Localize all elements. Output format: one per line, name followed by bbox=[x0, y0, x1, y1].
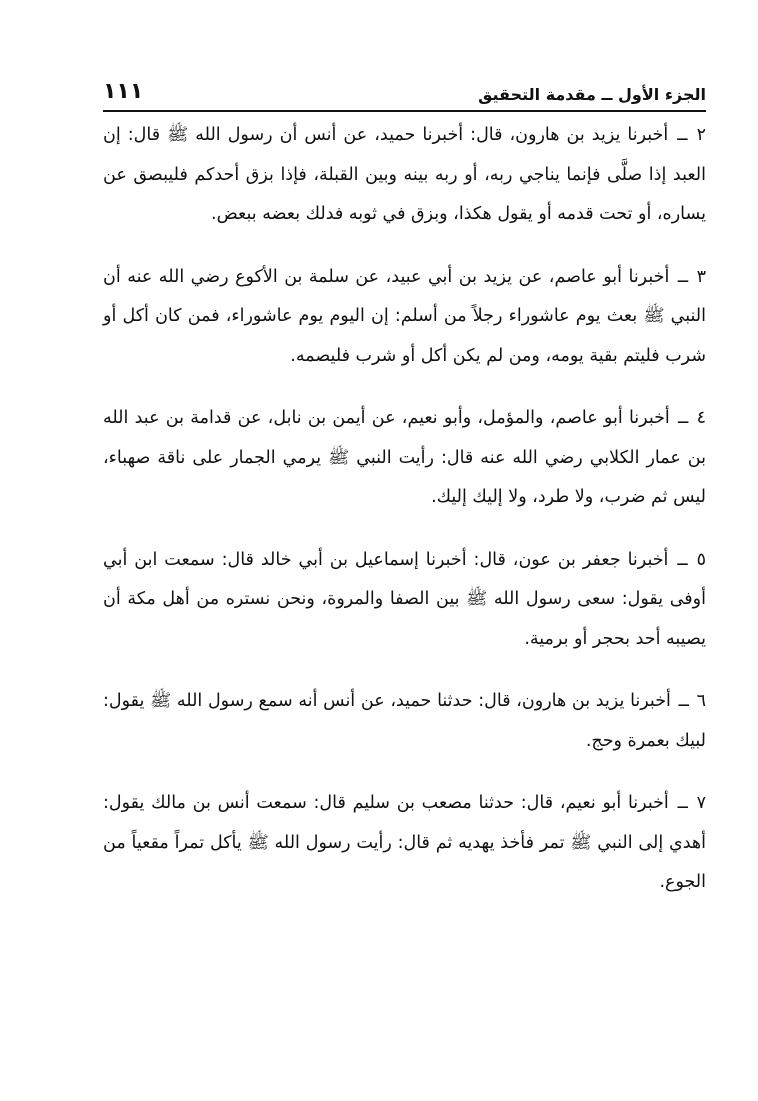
hadith-paragraph bbox=[103, 784, 706, 903]
separator-dash: ــ bbox=[678, 408, 689, 428]
hadith-text: أخبرنا أبو نعيم، قال: حدثنا مصعب بن سليم قال: سمعت أنس بن مالك يقول: أهدي إلى النبي ﷺ تمر فأخذ يهديه ثم قال: رأيت رسول الله ﷺ يأكل تمراً مقعياً من الجوع. bbox=[103, 793, 706, 892]
hadith-number: ٦ bbox=[696, 691, 706, 711]
hadith-number: ٣ bbox=[696, 266, 706, 287]
hadith-text: أخبرنا يزيد بن هارون، قال: أخبرنا حميد، عن أنس أن رسول الله ﷺ قال: إن العبد إذا صلَّى فإنما يناجي ربه، أو ربه بينه وبين القبلة، فإذا بزق أحدكم فليبصق عن يساره، أو تحت قدمه أو يقول هكذا، وبزق في ثوبه فدلك بعضه ببعض. bbox=[103, 125, 706, 224]
hadith-number: ٤ bbox=[696, 408, 706, 428]
separator-dash: ــ bbox=[677, 793, 688, 813]
separator-dash: ــ bbox=[677, 266, 689, 287]
page-header bbox=[103, 68, 706, 108]
page-number: ١١١ bbox=[103, 79, 144, 104]
hadith-text: أخبرنا جعفر بن عون، قال: أخبرنا إسماعيل بن أبي خالد قال: سمعت ابن أبي أوفى يقول: سعى رسول الله ﷺ بين الصفا والمروة، ونحن نستره من أهل مكة أن يصيبه أحد بحجر أو برمية. bbox=[103, 549, 706, 649]
hadith-paragraph bbox=[103, 258, 706, 377]
separator-dash: ــ bbox=[678, 691, 689, 711]
hadith-paragraph bbox=[103, 116, 706, 235]
separator-dash: ــ bbox=[677, 549, 688, 570]
hadith-text: أخبرنا يزيد بن هارون، قال: حدثنا حميد، عن أنس أنه سمع رسول الله ﷺ يقول: لبيك بعمرة وحج. bbox=[103, 691, 706, 751]
header-rule bbox=[103, 110, 706, 112]
hadith-number: ٧ bbox=[696, 793, 706, 813]
hadith-paragraph bbox=[103, 399, 706, 518]
hadith-paragraph bbox=[103, 541, 706, 660]
hadith-text: أخبرنا أبو عاصم، والمؤمل، وأبو نعيم، عن أيمن بن نابل، عن قدامة بن عبد الله بن عمار الكلابي رضي الله عنه قال: رأيت النبي ﷺ يرمي الجمار على ناقة صهباء، ليس ثم ضرب، ولا طرد، ولا إليك إليك. bbox=[103, 408, 706, 507]
page-body bbox=[103, 116, 706, 903]
separator-dash: ــ bbox=[677, 125, 688, 145]
running-head: الجزء الأول ــ مقدمة التحقيق bbox=[478, 85, 706, 104]
hadith-text: أخبرنا أبو عاصم، عن يزيد بن أبي عبيد، عن سلمة بن الأكوع رضي الله عنه أن النبي ﷺ بعث يوم عاشوراء رجلاً من أسلم: إن اليوم يوم عاشوراء، فمن كان أكل أو شرب فليتم بقية يومه، ومن لم يكن أكل أو شرب فليصمه. bbox=[103, 266, 706, 366]
hadith-number: ٢ bbox=[696, 125, 706, 145]
hadith-number: ٥ bbox=[696, 549, 706, 570]
hadith-paragraph bbox=[103, 682, 706, 761]
